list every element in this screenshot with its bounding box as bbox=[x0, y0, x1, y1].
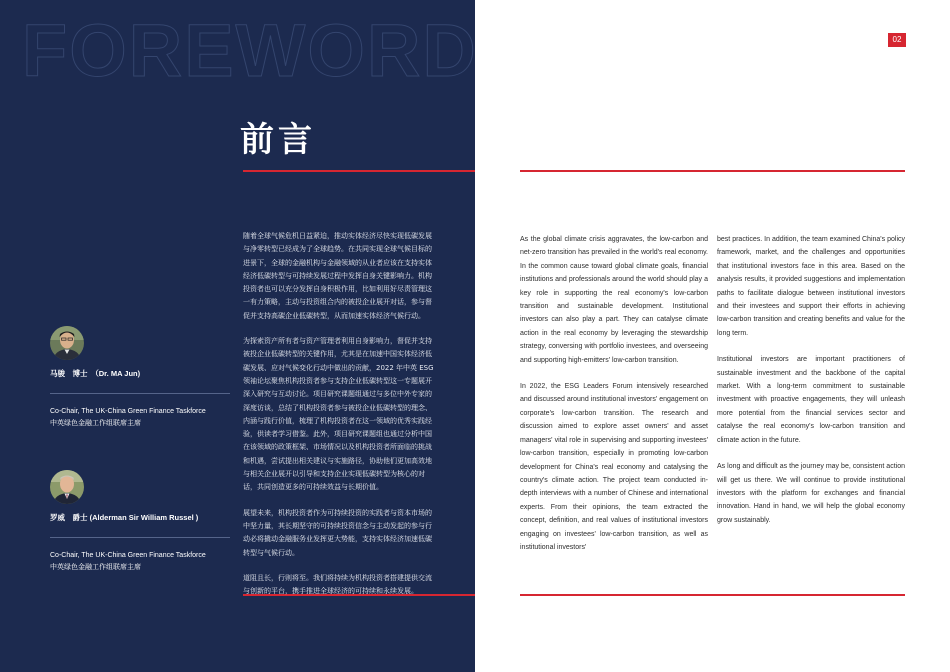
bottom-divider-right bbox=[520, 594, 905, 596]
person-role-en: Co-Chair, The UK-China Green Finance Taskforce bbox=[50, 408, 206, 415]
cn-paragraph: 展望未来，机构投资者作为可持续投资的实践者与资本市场的中坚力量，其长期坚守的可持续投资信念与主动发起的参与行动必将撬动金融服务业发挥更大势能，支持实体经济加速低碳转型与气候行动。 bbox=[243, 508, 432, 557]
person-role-en: Co-Chair, The UK-China Green Finance Taskforce bbox=[50, 552, 206, 559]
cn-paragraph: 道阻且长，行则将至。我们将持续为机构投资者搭建提供交流与创新的平台，携手推进全球经济的可持续和永续发展。 bbox=[243, 573, 432, 596]
person-name: 罗威 爵士 (Alderman Sir William Russel ) bbox=[50, 513, 199, 522]
person-card-ma-jun bbox=[50, 326, 230, 430]
en-paragraph: As long and difficult as the journey may be, consistent action will get us there. We will continue to provide institutional investors with the platform for exchanges and financial innovation. Hand in hand, we will help the global economy grow sustainably. bbox=[717, 463, 905, 524]
title-divider-left bbox=[243, 170, 475, 172]
english-text-column-1 bbox=[520, 233, 708, 567]
person-name: 马骏 博士 （Dr. MA Jun) bbox=[50, 369, 141, 378]
portrait-photo-icon bbox=[50, 470, 84, 504]
person-divider bbox=[50, 393, 230, 394]
person-role-cn: 中英绿色金融工作组联席主席 bbox=[50, 420, 141, 427]
person-divider bbox=[50, 537, 230, 538]
cn-paragraph: 随着全球气候危机日益紧迫，推动实体经济尽快实现低碳发展与净零转型已经成为了全球趋势。在共同实现全球气候目标的进景下，全球的金融机构与金融领域的从业者应该在支持实体经济低碳转型与可持续发展过程中发挥自身关键影响力。机构投资者也可以充分发挥自身积极作用，比如利用好尽责管理这一有力策略，主动与投资组合内的被投企业展开对话，参与督促并支持高碳企业低碳转型，从而加速实体经济气候行动。 bbox=[243, 232, 432, 320]
person-role-cn: 中英绿色金融工作组联席主席 bbox=[50, 564, 141, 571]
portrait-photo-icon bbox=[50, 326, 84, 360]
en-paragraph: Institutional investors are important practitioners of sustainable investment and the backbone of the capital market. With a long-term commitment to sustainable investment with proactive engagements, they will unleash more potential from the financial services sector and catalyse the real economy's low-carbon transition and climate action in the future. bbox=[717, 356, 905, 444]
english-text-column-2 bbox=[717, 233, 905, 540]
chinese-text-column bbox=[243, 230, 437, 610]
title-divider-right bbox=[520, 170, 905, 172]
person-card-william-russel bbox=[50, 470, 230, 574]
page-number-badge: 02 bbox=[888, 33, 906, 47]
avatar bbox=[50, 470, 84, 504]
avatar bbox=[50, 326, 84, 360]
en-paragraph: In 2022, the ESG Leaders Forum intensively researched and discussed around institutional investors' engagement on corporate's low-carbon transition. The research and discussion aimed to explore asset owners' and asset managers' vital role in supervising and supporting investees' low-carbon transition, especially in promoting low-carbon development for China's real economy and catalysing the country's climate action. The project team conducted in-depth interviews with a number of Chinese and international experts. From their opinions, the team extracted the concept, definition, and real values of institutional investors engaging on investees' low-carbon transition, as well as institutional investors' bbox=[520, 383, 708, 551]
cn-paragraph: 为探索资产所有者与资产管理者利用自身影响力，督促并支持被投企业低碳转型的关键作用，尤其是在加速中国实体经济低碳发展、应对气候变化行动中做出的贡献，2022 年中英 ESG 领袖论坛聚焦机构投资者参与支持企业低碳转型这一专题展开深入研究与互动讨论。项目研究课题组通过与多位中外专家的深度访谈，总结了机构投资者参与被投企业低碳转型的理念、内涵与践行价值，梳理了机构投资者在这一领域的优秀实践经验，供读者学习借鉴。此外，项目研究课题组也通过分析中国在该领域的政策框架、市场情况以及机构投资者所面临的挑战和机遇，尝试提出相关建议与实施路径，协助他们更加高效地与相关企业展开以引导和支持企业实现低碳转型为核心的对话，共同创造更多的可持续效益与长期价值。 bbox=[243, 337, 434, 492]
en-paragraph: As the global climate crisis aggravates, the low-carbon and net-zero transition has prevailed in the world's real economy. In the common cause toward global climate goals, financial institutions and professionals around the world should play a key role in supporting the real economy's low-carbon transition and sustainable development. Institutional investors can also play a part. They can catalyse climate action in the real economy by leveraging the stewardship strategy, conversing with portfolio investees, and overseeing and supporting high-emitters' low-carbon transition. bbox=[520, 236, 708, 364]
foreword-watermark: FOREWORD bbox=[22, 9, 478, 92]
en-paragraph: best practices. In addition, the team examined China's policy framework, market, and the challenges and opportunities that institutional investors face in this area. Based on the analysis results, it provided suggestions and implementation paths to facilitate dialogue between institutional investors and their investees and support their efforts in achieving low-carbon transition and creating benefits and value for the long term. bbox=[717, 236, 905, 337]
page-title: 前言 bbox=[240, 120, 316, 160]
